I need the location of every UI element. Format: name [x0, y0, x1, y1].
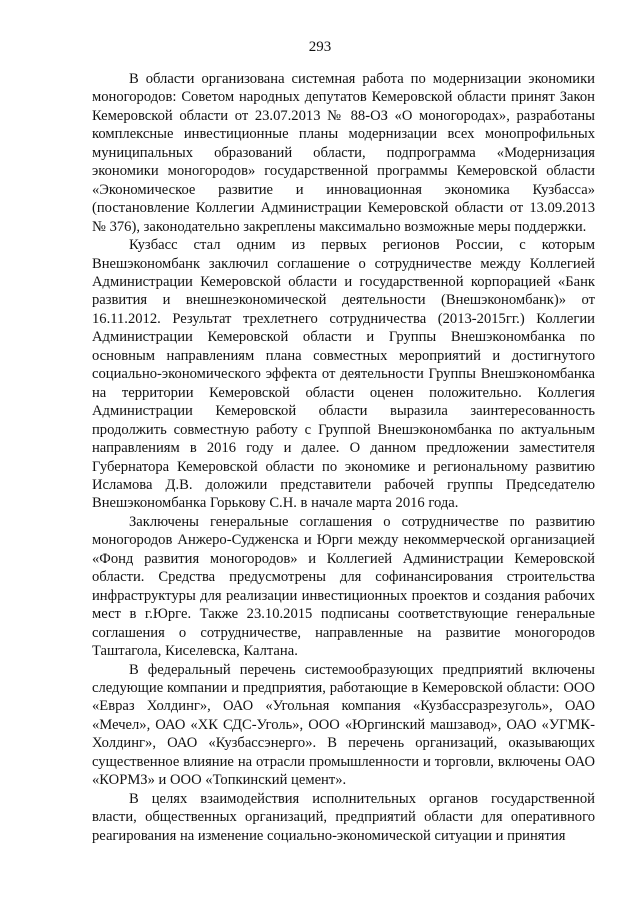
paragraph-vneshekonombank-agreement: Кузбасс стал одним из первых регионов России, с которым Внешэкономбанк заключил соглашение о сотрудничестве между Коллегией Администрации Кемеровской области и государственной корпорацией «Банк развития и внешнеэкономической деятельности (Внешэкономбанк)» от 16.11.2012. Результат трехлетнего сотрудничества (2013-2015гг.) Коллегии Администрации Кемеровской области и Группы Внешэкономбанка по основным направлениям плана совместных мероприятий и достигнутого социально-экономического эффекта от деятельности Группы Внешэкономбанка на территории Кемеровской области оценен положительно. Коллегия Администрации Кемеровской области выразила заинтересованность продолжить совместную работу с Группой Внешэкономбанка по актуальным направлениям в 2016 году и далее. О данном предложении заместителя Губернатора Кемеровской области по экономике и региональному развитию Исламова Д.В. доложили представители рабочей группы Председателю Внешэкономбанка Горькову С.Н. в начале марта 2016 года. [92, 237, 595, 512]
paragraph-interaction-measures: В целях взаимодействия исполнительных органов государственной власти, общественных организаций, предприятий области для оперативного реагирования на изменение социально-экономической ситуации и принятия [92, 790, 595, 844]
paragraph-monotowns-modernization: В области организована системная работа по модернизации экономики моногородов: Советом народных депутатов Кемеровской области принят Закон Кемеровской области от 23.07.2013 № 88-ОЗ «О моногородах», разработаны комплексные инвестиционные планы модернизации всех монопрофильных муниципальных образований области, подпрограмма «Модернизация экономики моногородов» государственной программы Кемеровской области «Экономическое развитие и инновационная экономика Кузбасса» (постановление Коллегии Администрации Кемеровской области от 13.09.2013 № 376), законодательно закреплены максимально возможные меры поддержки. [92, 71, 595, 235]
page-number: 293 [308, 39, 332, 55]
body-text [92, 70, 595, 845]
paragraph-system-forming-enterprises: В федеральный перечень системообразующих предприятий включены следующие компании и предприятия, работающие в Кемеровской области: ООО «Евраз Холдинг», ОАО «Угольная компания «Кузбассразрезуголь», ОАО «Мечел», ОАО «ХК СДС-Уголь», ООО «Юргинский машзавод», ОАО «УГМК-Холдинг», ОАО «Кузбассэнерго». В перечень организаций, оказывающих существенное влияние на отрасли промышленности и торговли, включены ОАО «КОРМЗ» и ООО «Топкинский цемент». [92, 661, 595, 789]
paragraph-monotowns-fund-agreements: Заключены генеральные соглашения о сотрудничестве по развитию моногородов Анжеро-Судженска и Юрги между некоммерческой организацией «Фонд развития моногородов» и Коллегией Администрации Кемеровской области. Средства предусмотрены для софинансирования строительства инфраструктуры для реализации инвестиционных проектов и создания рабочих мест в г.Юрге. Также 23.10.2015 подписаны соответствующие генеральные соглашения о сотрудничестве, направленные на развитие моногородов Таштагола, Киселевска, Калтана. [92, 513, 595, 660]
